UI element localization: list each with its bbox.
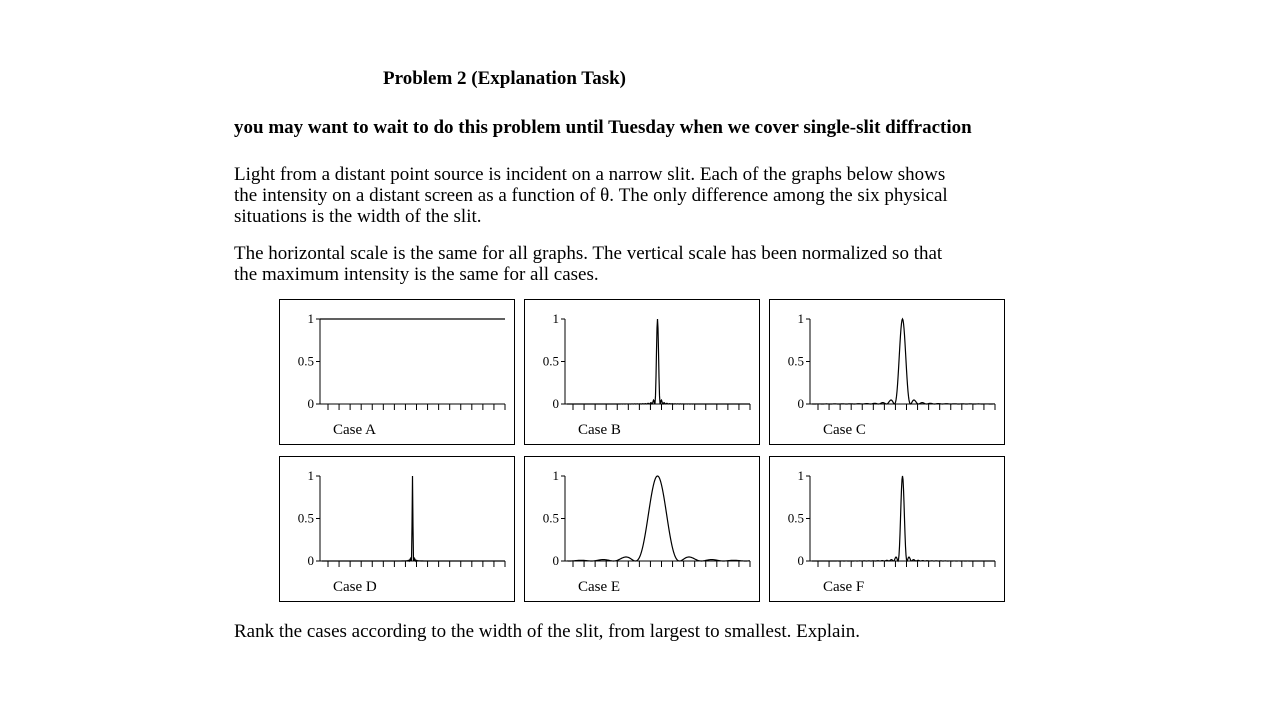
problem-subtitle: you may want to wait to do this problem until Tuesday when we cover single-slit diffraction bbox=[234, 117, 972, 138]
y-tick-label: 0.5 bbox=[787, 510, 804, 526]
graph-svg bbox=[770, 457, 1006, 603]
graph-panel-c bbox=[769, 299, 1005, 445]
problem-title: Problem 2 (Explanation Task) bbox=[383, 68, 627, 89]
case-label: Case E bbox=[578, 579, 621, 595]
intensity-curve bbox=[567, 319, 750, 404]
graph-svg bbox=[525, 300, 761, 446]
y-tick-label: 1 bbox=[307, 311, 314, 326]
graph-panel-d bbox=[279, 456, 515, 602]
y-tick-label: 0 bbox=[797, 396, 804, 411]
scale-line: The horizontal scale is the same for all graphs. The vertical scale has been normalized so that bbox=[234, 243, 943, 264]
case-label: Case F bbox=[823, 579, 865, 595]
y-tick-label: 1 bbox=[552, 311, 559, 326]
intro-line: situations is the width of the slit. bbox=[234, 206, 482, 227]
y-tick-label: 0.5 bbox=[297, 510, 314, 526]
case-label: Case D bbox=[333, 579, 377, 595]
scale-line: the maximum intensity is the same for all cases. bbox=[234, 264, 599, 285]
case-label: Case C bbox=[823, 422, 866, 438]
y-tick-label: 1 bbox=[307, 468, 314, 483]
y-tick-label: 0.5 bbox=[297, 353, 314, 369]
y-tick-label: 1 bbox=[797, 468, 804, 483]
intensity-curve bbox=[322, 476, 505, 561]
graph-svg bbox=[770, 300, 1006, 446]
y-tick-label: 0.5 bbox=[787, 353, 804, 369]
y-tick-label: 0.5 bbox=[542, 510, 559, 526]
intro-line: Light from a distant point source is incident on a narrow slit. Each of the graphs below shows bbox=[234, 164, 946, 185]
y-tick-label: 0 bbox=[552, 553, 559, 568]
intro-paragraph bbox=[234, 164, 1054, 227]
graph-panel-b bbox=[524, 299, 760, 445]
y-tick-label: 0 bbox=[307, 396, 314, 411]
y-tick-label: 0 bbox=[307, 553, 314, 568]
case-label: Case B bbox=[578, 422, 621, 438]
graph-panel-f bbox=[769, 456, 1005, 602]
graph-svg bbox=[280, 300, 516, 446]
graph-svg bbox=[525, 457, 761, 603]
y-tick-label: 1 bbox=[797, 311, 804, 326]
case-label: Case A bbox=[333, 422, 376, 438]
intensity-curve bbox=[567, 476, 750, 561]
intro-line: the intensity on a distant screen as a function of θ. The only difference among the six physical bbox=[234, 185, 948, 206]
y-tick-label: 0.5 bbox=[542, 353, 559, 369]
intensity-curve bbox=[812, 476, 995, 561]
intensity-curve bbox=[812, 319, 995, 404]
y-tick-label: 0 bbox=[797, 553, 804, 568]
graph-panel-e bbox=[524, 456, 760, 602]
y-tick-label: 0 bbox=[552, 396, 559, 411]
scale-paragraph bbox=[234, 243, 1054, 285]
y-tick-label: 1 bbox=[552, 468, 559, 483]
graph-panel-a bbox=[279, 299, 515, 445]
graph-svg bbox=[280, 457, 516, 603]
question-text: Rank the cases according to the width of the slit, from largest to smallest. Explain. bbox=[234, 621, 860, 642]
